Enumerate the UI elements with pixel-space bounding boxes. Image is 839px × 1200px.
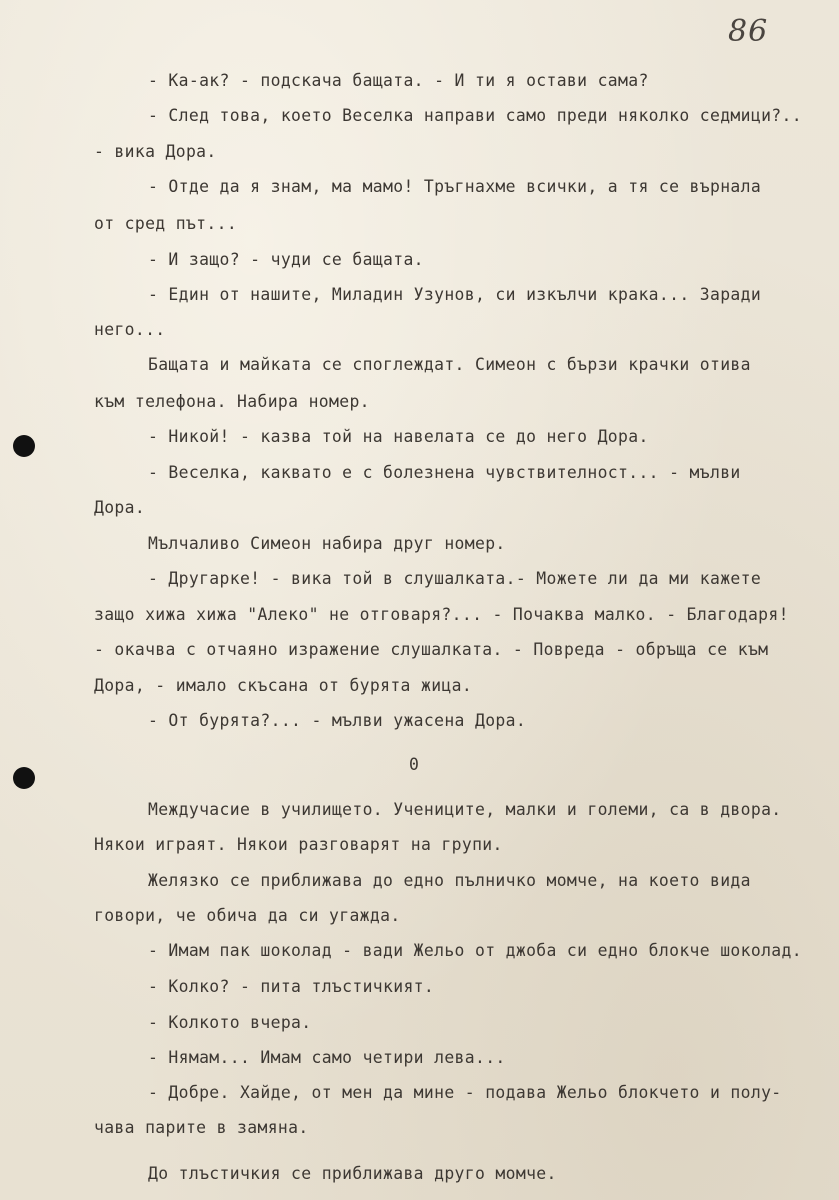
- text-line: - вика Дора.: [94, 142, 217, 161]
- text-line: защо хижа хижа "Алеко" не отговаря?... - Почаква малко. - Благодаря!: [94, 605, 789, 624]
- text-line: - Имам пак шоколад - вади Жельо от джоба си едно блокче шоколад.: [148, 941, 802, 960]
- text-line: До тлъстичкия се приближава друго момче.: [148, 1164, 557, 1183]
- text-line: - Колко? - пита тлъстичкият.: [148, 977, 435, 996]
- text-line: Желязко се приближава до едно пълничко момче, на което вида: [148, 871, 751, 890]
- text-line: - От бурята?... - мълви ужасена Дора.: [148, 711, 527, 730]
- text-line: - Веселка, каквато е с болезнена чувствителност... - мълви: [148, 463, 741, 482]
- text-line: - И защо? - чуди се бащата.: [148, 250, 424, 269]
- text-line: - Отде да я знам, ма мамо! Тръгнахме всички, а тя се върнала: [148, 177, 762, 196]
- text-line: него...: [94, 320, 166, 339]
- text-line: към телефона. Набира номер.: [94, 392, 370, 411]
- text-line: чава парите в замяна.: [94, 1118, 309, 1137]
- punch-hole-top: [13, 435, 35, 457]
- text-line: - Нямам... Имам само четири лева...: [148, 1048, 506, 1067]
- page-number: 86: [728, 14, 769, 49]
- text-line: от сред път...: [94, 214, 238, 233]
- text-line: - Другарке! - вика той в слушалката.- Можете ли да ми кажете: [148, 569, 762, 588]
- punch-hole-bottom: [13, 767, 35, 789]
- text-line: Дора.: [94, 498, 146, 517]
- text-line: Дора, - имало скъсана от бурята жица.: [94, 676, 473, 695]
- text-line: Някои играят. Някои разговарят на групи.: [94, 835, 503, 854]
- text-line: - Никой! - казва той на навелата се до него Дора.: [148, 427, 649, 446]
- text-line: - Един от нашите, Миладин Узунов, си изкълчи крака... Заради: [148, 285, 762, 304]
- text-line: - окачва с отчаяно изражение слушалката. - Повреда - обръща се към: [94, 640, 769, 659]
- text-line: говори, че обича да си угажда.: [94, 906, 401, 925]
- text-line: Бащата и майката се споглеждат. Симеон с бързи крачки отива: [148, 355, 751, 374]
- text-line: - Колкото вчера.: [148, 1013, 312, 1032]
- text-line: - След това, което Веселка направи само преди няколко седмици?..: [148, 106, 802, 125]
- text-line: Мълчаливо Симеон набира друг номер.: [148, 534, 506, 553]
- text-line: - Ка-ак? - подскача бащата. - И ти я остави сама?: [148, 71, 649, 90]
- section-separator: 0: [409, 755, 420, 774]
- text-line: Междучасие в училището. Учениците, малки и големи, са в двора.: [148, 800, 782, 819]
- text-line: - Добре. Хайде, от мен да мине - подава Жельо блокчето и полу-: [148, 1083, 782, 1102]
